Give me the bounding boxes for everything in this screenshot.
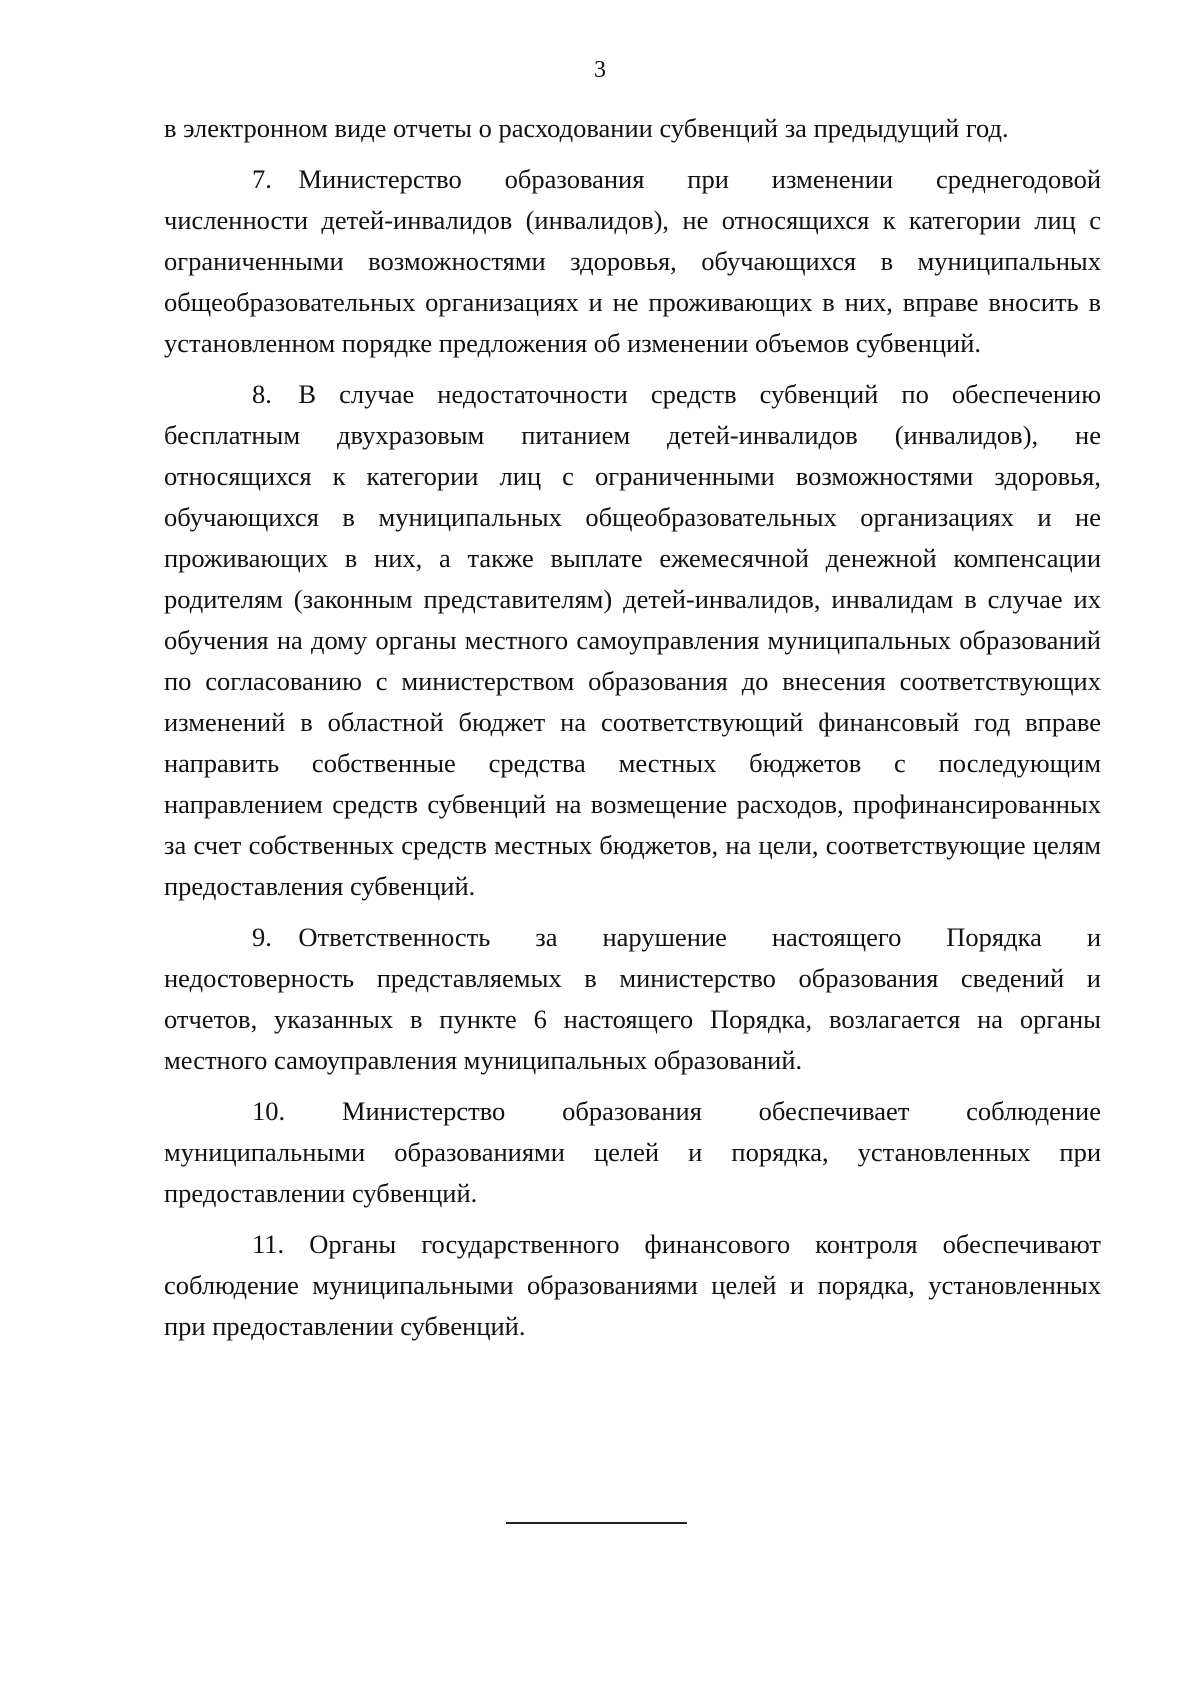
page-number: 3 xyxy=(594,57,606,83)
paragraph-item-8: 8. В случае недостаточности средств субвенций по обеспечению бесплатным двухразовым питанием детей-инвалидов (инвалидов), не относящихся к категории лиц с ограниченными возможностями здоровья, обучающихся в муниципальных общеобразовательных организациях и не проживающих в них, а также выплате ежемесячной денежной компенсации родителям (законным представителям) детей-инвалидов, инвалидам в случае их обучения на дому органы местного самоуправления муниципальных образований по согласованию с министерством образования до внесения соответствующих изменений в областной бюджет на соответствующий финансовый год вправе направить собственные средства местных бюджетов с последующим направлением средств субвенций на возмещение расходов, профинансированных за счет собственных средств местных бюджетов, на цели, соответствующие целям предоставления субвенций. xyxy=(164,379,1101,901)
paragraph-item-10: 10. Министерство образования обеспечивает соблюдение муниципальными образованиями целей и порядка, установленных при предоставлении субвенций. xyxy=(164,1096,1101,1208)
paragraph-continuation: в электронном виде отчеты о расходовании субвенций за предыдущий год. xyxy=(164,113,1009,143)
paragraph-item-9: 9. Ответственность за нарушение настоящего Порядка и недостоверность представляемых в министерство образования сведений и отчетов, указанных в пункте 6 настоящего Порядка, возлагается на органы местного самоуправления муниципальных образований. xyxy=(164,922,1101,1075)
paragraph-item-11: 11. Органы государственного финансового контроля обеспечивают соблюдение муниципальными образованиями целей и порядка, установленных при предоставлении субвенций. xyxy=(164,1229,1101,1341)
closing-rule xyxy=(506,1522,687,1524)
document-body xyxy=(164,108,1101,1347)
paragraph-item-7: 7. Министерство образования при изменении среднегодовой численности детей-инвалидов (инвалидов), не относящихся к категории лиц с ограниченными возможностями здоровья, обучающихся в муниципальных общеобразовательных организациях и не проживающих в них, вправе вносить в установленном порядке предложения об изменении объемов субвенций. xyxy=(164,164,1101,358)
